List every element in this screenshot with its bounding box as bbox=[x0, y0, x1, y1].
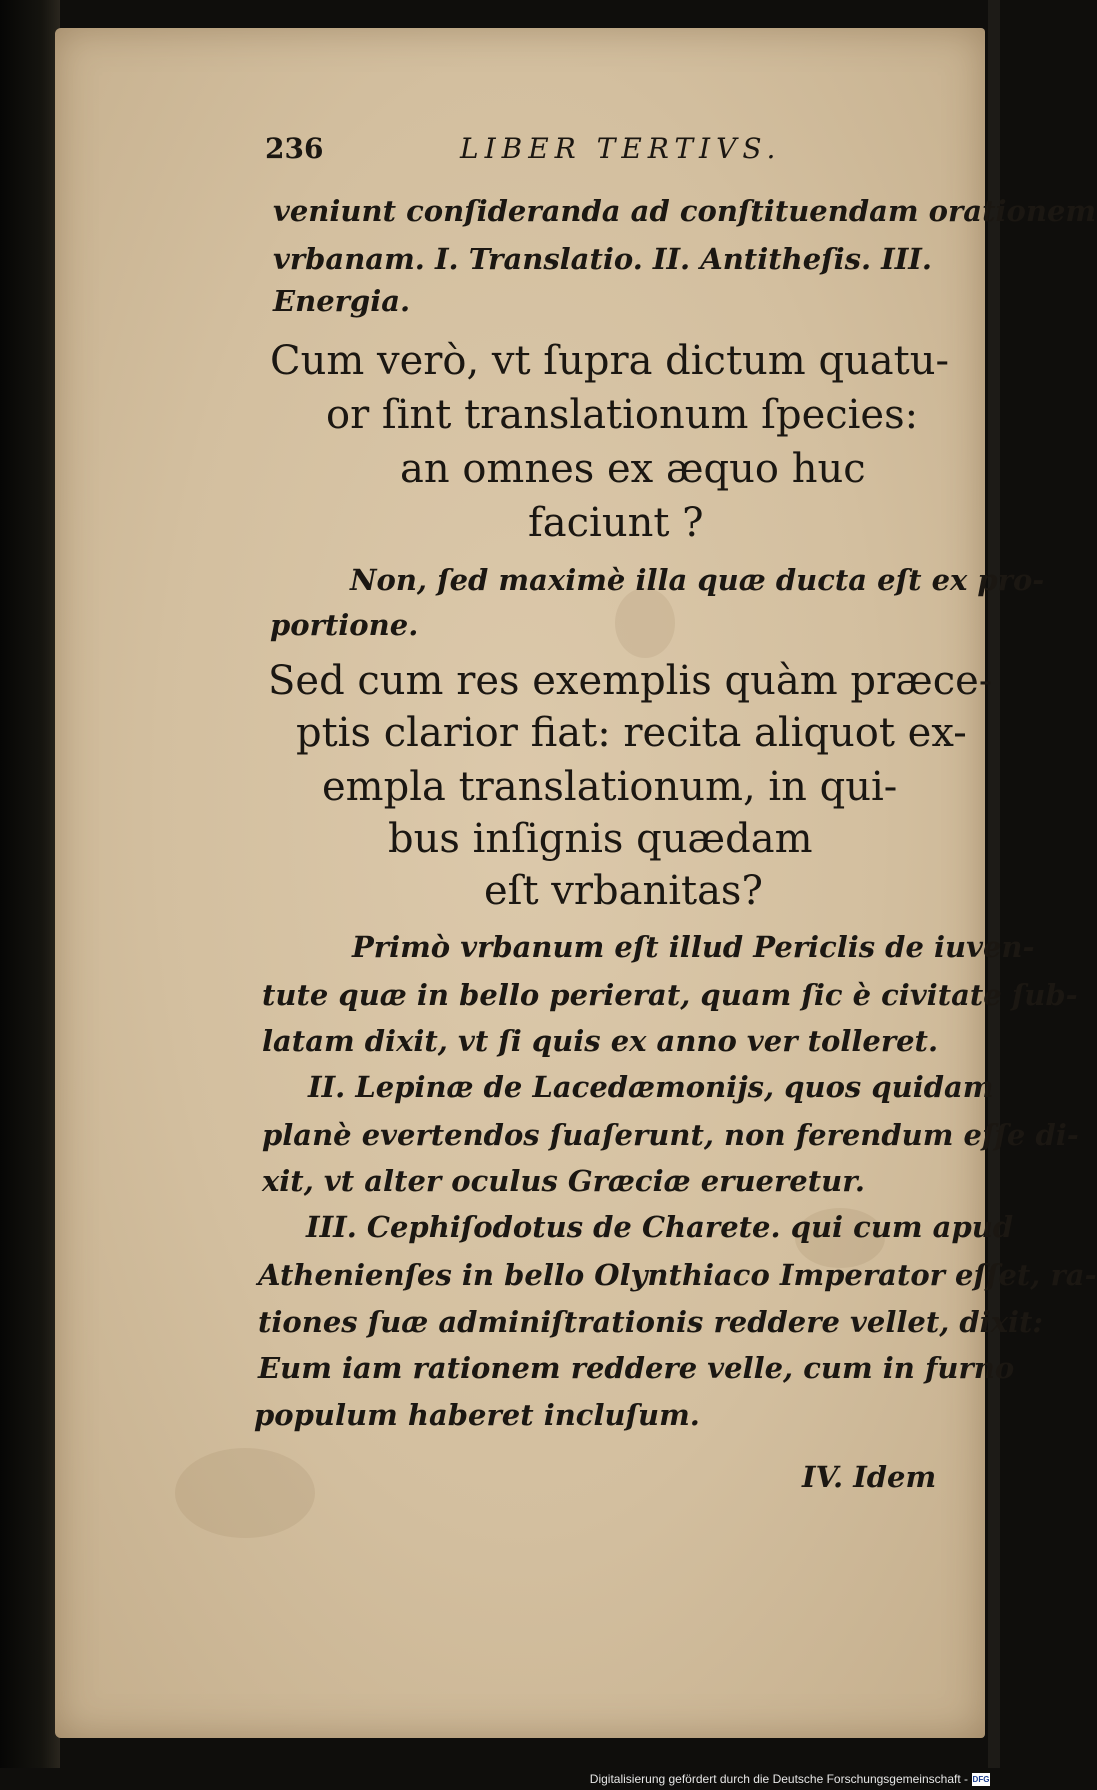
intro-line: veniunt conſideranda ad conſtituendam orationem bbox=[273, 194, 1097, 228]
question-line: empla translationum, in qui- bbox=[322, 764, 898, 810]
right-edge-shadow bbox=[988, 0, 1000, 1790]
paper-stain bbox=[175, 1448, 315, 1538]
question-line: faciunt ? bbox=[528, 500, 704, 546]
dfg-logo: DFG bbox=[972, 1775, 990, 1784]
example-line: tute quæ in bello perierat, quam ſic è civitate ſub- bbox=[262, 978, 1078, 1012]
question-line: bus inſignis quædam bbox=[388, 816, 813, 862]
question-line: eſt vrbanitas? bbox=[484, 868, 763, 914]
answer-line: portione. bbox=[270, 608, 419, 642]
digitization-credit: Digitalisierung gefördert durch die Deutsche Forschungsgemeinschaft - bbox=[589, 1772, 968, 1786]
example-line: latam dixit, vt ſi quis ex anno ver tolleret. bbox=[262, 1024, 939, 1058]
question-line: an omnes ex æquo huc bbox=[400, 446, 866, 492]
question-line: Cum verò, vt ſupra dictum quatu- bbox=[270, 338, 950, 384]
example-line: Primò vrbanum eſt illud Periclis de iuven- bbox=[352, 930, 1035, 964]
question-line: Sed cum res exemplis quàm præce- bbox=[268, 658, 993, 704]
question-line: or ſint translationum ſpecies: bbox=[326, 392, 919, 438]
example-line: tiones ſuæ adminiſtrationis reddere vellet, dixit: bbox=[258, 1305, 1044, 1339]
book-spine-shadow bbox=[0, 0, 60, 1790]
example-line: III. Cephiſodotus de Charete. qui cum apud bbox=[306, 1210, 1014, 1244]
answer-line: Non, ſed maximè illa quæ ducta eſt ex pro- bbox=[350, 563, 1045, 597]
intro-line: Energia. bbox=[273, 284, 411, 318]
example-line: populum haberet incluſum. bbox=[254, 1398, 700, 1432]
example-line: II. Lepinæ de Lacedæmonijs, quos quidam bbox=[308, 1070, 994, 1104]
intro-line: vrbanam. I. Translatio. II. Antitheſis. III. bbox=[273, 242, 932, 276]
question-line: ptis clarior fiat: recita aliquot ex- bbox=[296, 710, 967, 756]
page-number: 236 bbox=[265, 132, 324, 165]
paper-stain bbox=[615, 588, 675, 658]
example-line: Athenienſes in bello Olynthiaco Imperator eſſet, ra- bbox=[258, 1258, 1097, 1292]
example-line: xit, vt alter oculus Græciæ erueretur. bbox=[262, 1164, 865, 1198]
running-title: LIBER TERTIVS. bbox=[460, 132, 782, 165]
example-line: Eum iam rationem reddere velle, cum in furno bbox=[258, 1351, 1015, 1385]
catchword: IV. Idem bbox=[802, 1460, 937, 1494]
example-line: planè evertendos ſuaſerunt, non ferendum eſſe di- bbox=[262, 1118, 1079, 1152]
